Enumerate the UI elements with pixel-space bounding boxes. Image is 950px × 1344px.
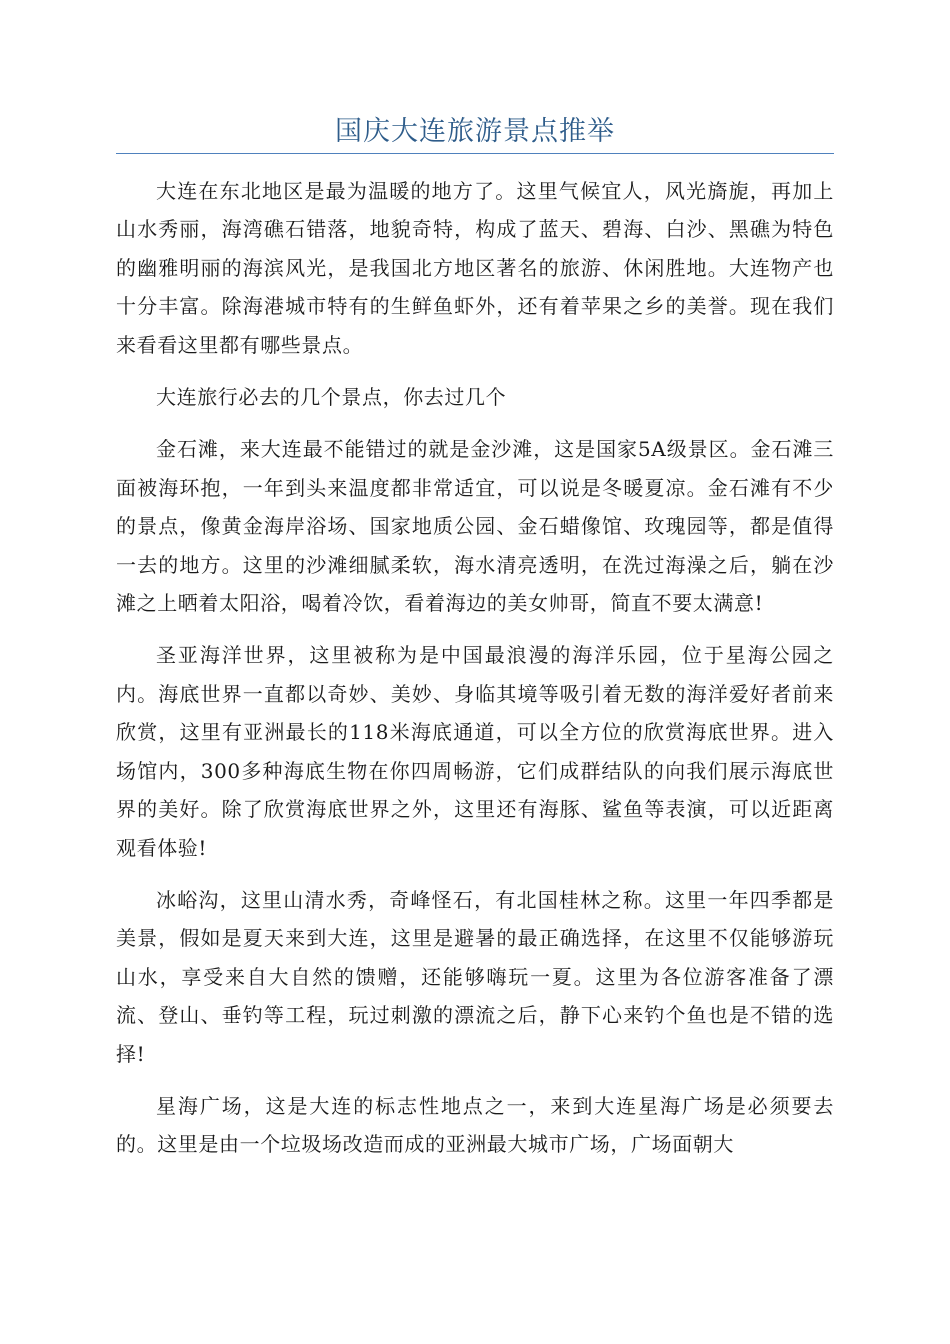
- paragraph-bingyugou: 冰峪沟，这里山清水秀，奇峰怪石，有北国桂林之称。这里一年四季都是美景，假如是夏天来到大连，这里是避暑的最正确选择，在这里不仅能够游玩山水，享受来自大自然的馈赠，还能够嗨玩一夏。这里为各位游客准备了漂流、登山、垂钓等工程，玩过刺激的漂流之后，静下心来钓个鱼也是不错的选择!: [116, 887, 834, 1066]
- document-body: [116, 172, 834, 1178]
- paragraph-jinshitan: 金石滩，来大连最不能错过的就是金沙滩，这是国家5A级景区。金石滩三面被海环抱，一年到头来温度都非常适宜，可以说是冬暖夏凉。金石滩有不少的景点，像黄金海岸浴场、国家地质公园、金石蜡像馆、玫瑰园等，都是值得一去的地方。这里的沙滩细腻柔软，海水清亮透明，在洗过海澡之后，躺在沙滩之上晒着太阳浴，喝着冷饮，看着海边的美女帅哥，简直不要太满意!: [116, 437, 834, 616]
- paragraph-xinghai-square: 星海广场，这是大连的标志性地点之一，来到大连星海广场是必须要去的。这里是由一个垃圾场改造而成的亚洲最大城市广场，广场面朝大: [116, 1093, 834, 1157]
- title-underline: [116, 153, 834, 154]
- document-title: 国庆大连旅游景点推举: [335, 116, 615, 147]
- paragraph-shengya-ocean-world: 圣亚海洋世界，这里被称为是中国最浪漫的海洋乐园，位于星海公园之内。海底世界一直都以奇妙、美妙、身临其境等吸引着无数的海洋爱好者前来欣赏，这里有亚洲最长的118米海底通道，可以全方位的欣赏海底世界。进入场馆内，300多种海底生物在你四周畅游，它们成群结队的向我们展示海底世界的美好。除了欣赏海底世界之外，这里还有海豚、鲨鱼等表演，可以近距离观看体验!: [116, 643, 834, 860]
- paragraph-intro: 大连在东北地区是最为温暖的地方了。这里气候宜人，风光旖旎，再加上山水秀丽，海湾礁石错落，地貌奇特，构成了蓝天、碧海、白沙、黑礁为特色的幽雅明丽的海滨风光，是我国北方地区著名的旅游、休闲胜地。大连物产也十分丰富。除海港城市特有的生鲜鱼虾外，还有着苹果之乡的美誉。现在我们来看看这里都有哪些景点。: [116, 179, 834, 357]
- paragraph-subheading: 大连旅行必去的几个景点，你去过几个: [156, 385, 507, 410]
